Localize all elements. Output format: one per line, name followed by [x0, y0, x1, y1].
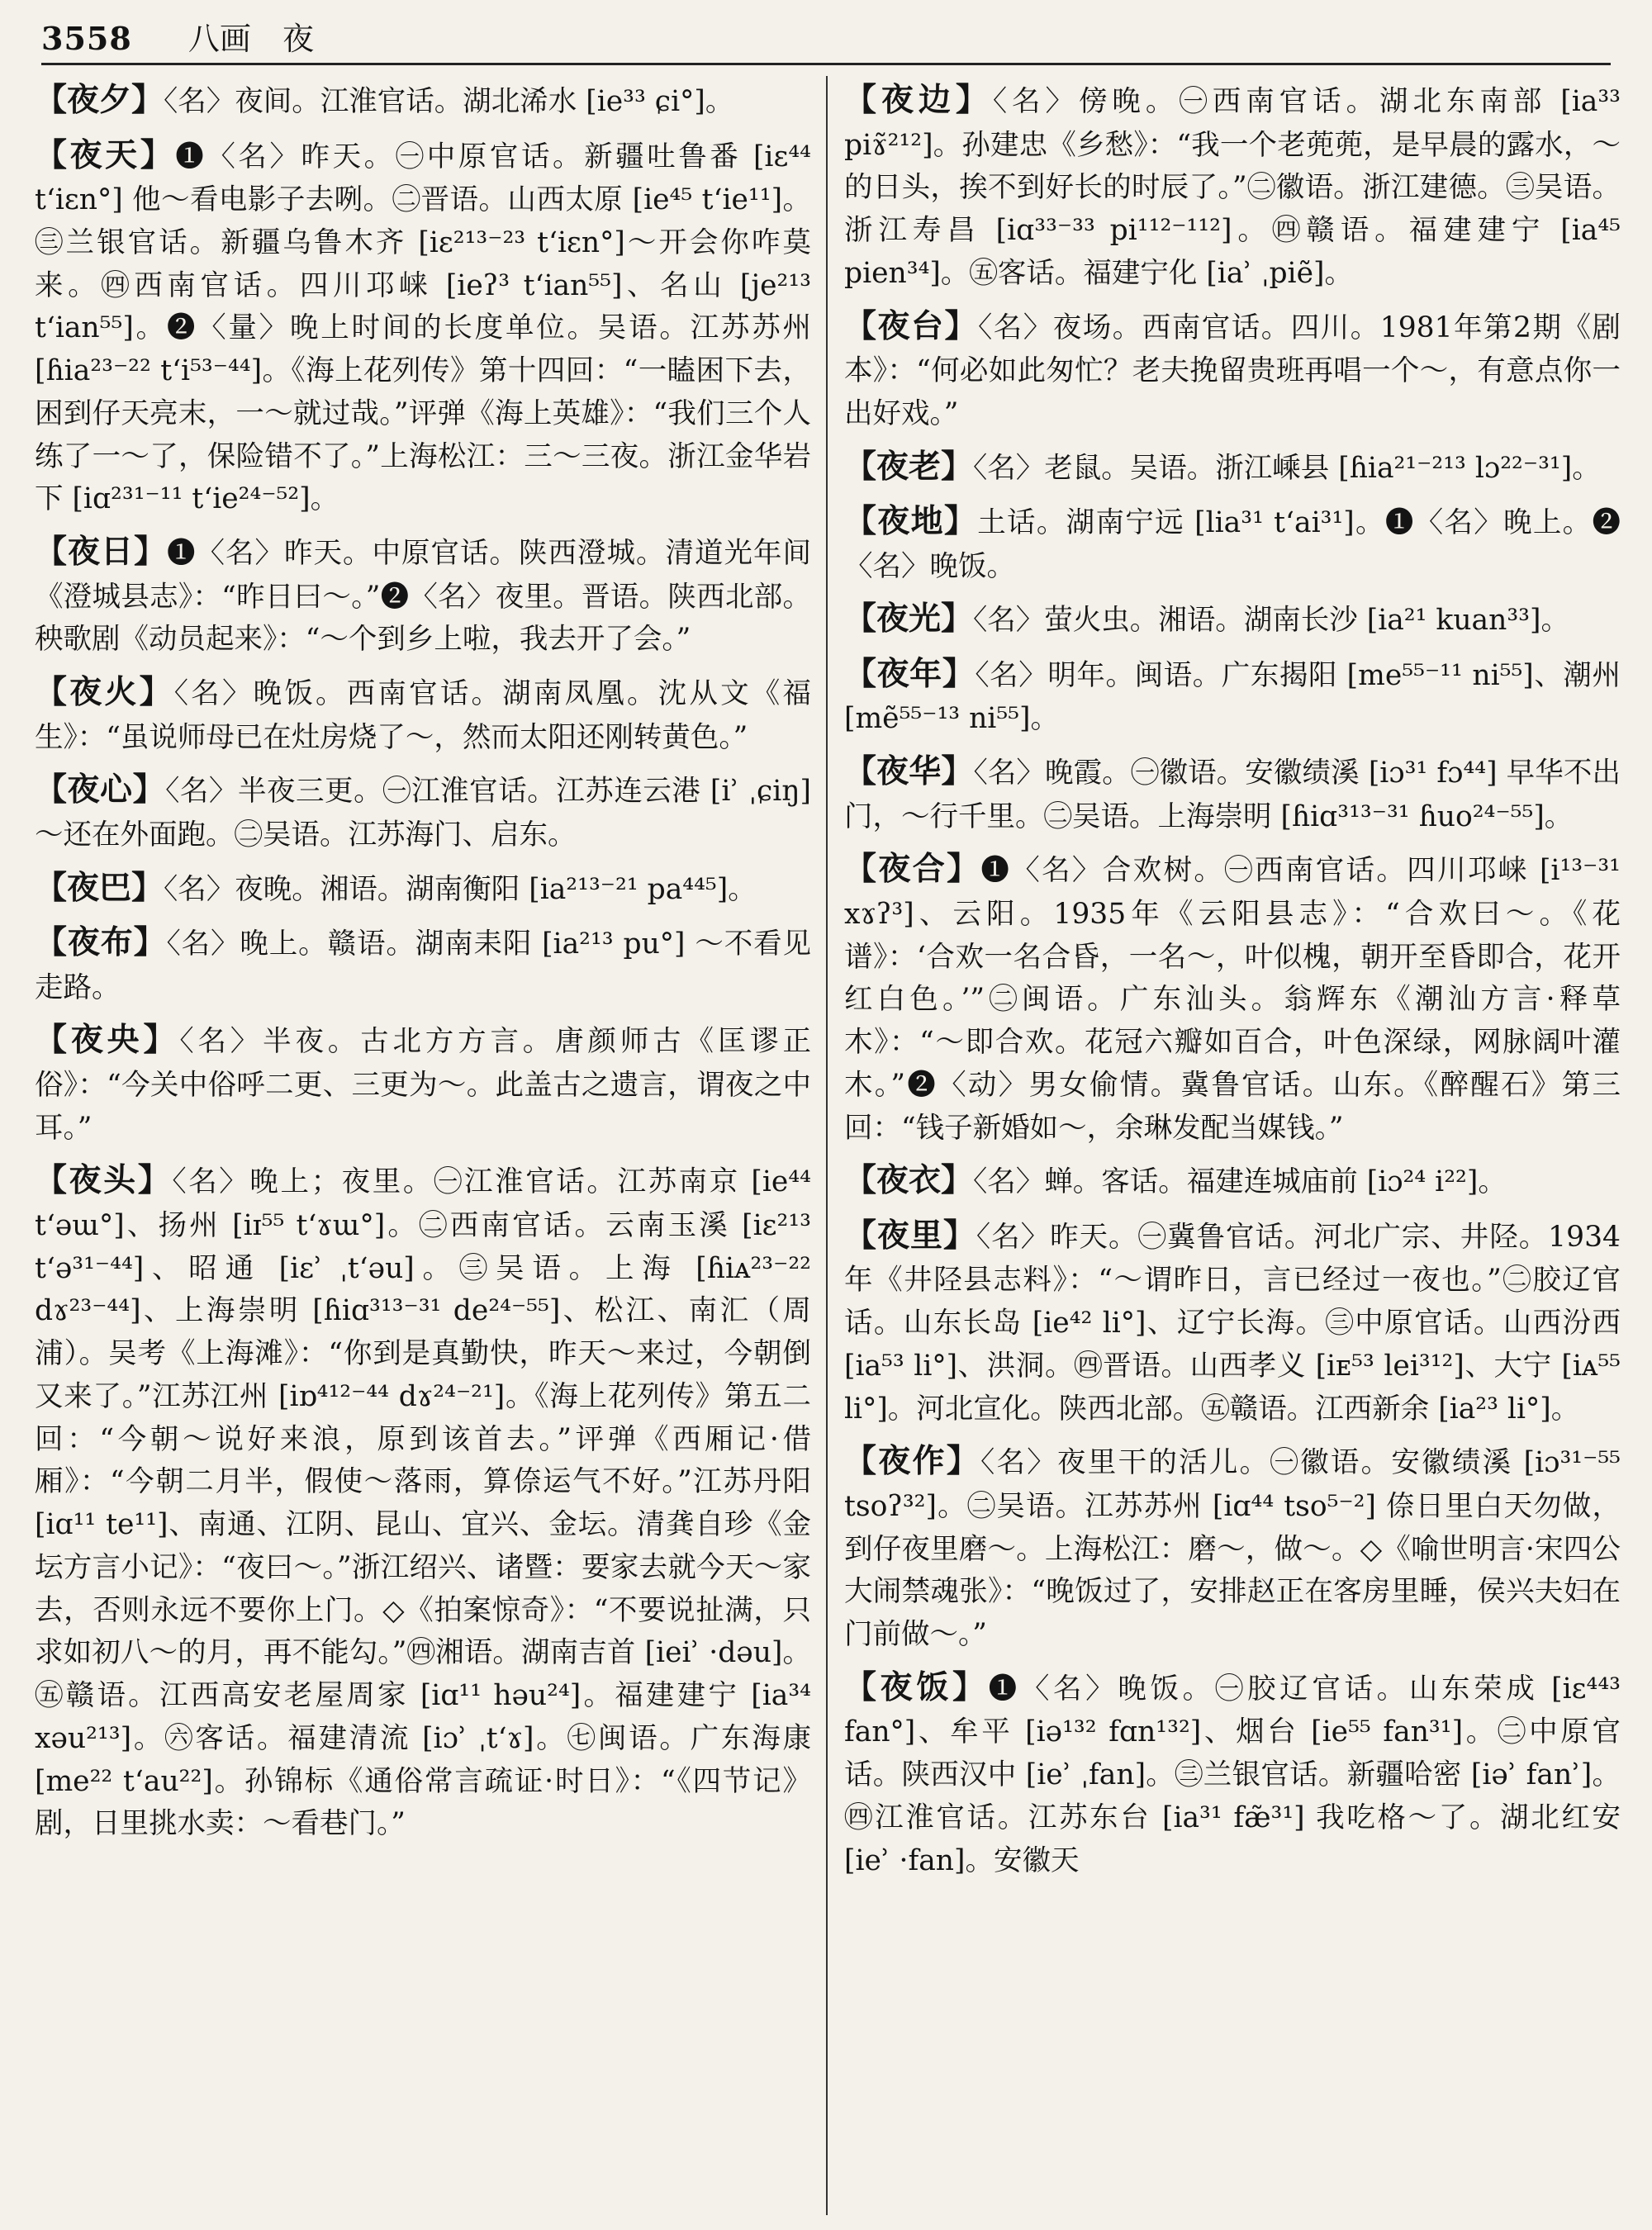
- entry-definition: 〈名〉老鼠。吴语。浙江嵊县 [ɦia²¹⁻²¹³ lɔ²²⁻³¹]。: [973, 451, 1601, 485]
- dictionary-entry: [35, 668, 811, 759]
- entry-definition: 〈名〉明年。闽语。广东揭阳 [me⁵⁵⁻¹¹ ni⁵⁵]、潮州 [mẽ⁵⁵⁻¹³ ni⁵⁵]。: [844, 658, 1621, 736]
- entry-headword: 【夜老】: [844, 447, 974, 486]
- dictionary-entry: [35, 1156, 811, 1846]
- entry-headword: 【夜年】: [844, 654, 976, 693]
- column-divider: [826, 76, 828, 2215]
- dictionary-entry: [844, 1663, 1621, 1883]
- entry-definition: 〈名〉蝉。客话。福建连城庙前 [iɔ²⁴ i²²]。: [973, 1165, 1507, 1199]
- radical-label: 八画: [188, 21, 251, 57]
- entry-definition: 〈名〉夜晚。湘语。湖南衡阳 [ia²¹³⁻²¹ pa⁴⁴⁵]。: [164, 872, 757, 906]
- entry-definition: 〈名〉晚霞。㊀徽语。安徽绩溪 [iɔ³¹ fɔ⁴⁴] 早华不出门，～行千里。㊁吴语。上海崇明 [ɦiɑ³¹³⁻³¹ ɦuo²⁴⁻⁵⁵]。: [844, 757, 1621, 833]
- dictionary-entry: [35, 1016, 811, 1150]
- entry-headword: 【夜作】: [844, 1442, 981, 1481]
- dictionary-entry: [35, 131, 811, 522]
- entry-definition: 〈名〉萤火虫。湘语。湖南长沙 [ia²¹ kuan³³]。: [973, 604, 1569, 638]
- entry-definition: 〈名〉晚上；夜里。㊀江淮官话。江苏南京 [ie⁴⁴ tʻəɯ°]、扬州 [iɪ⁵⁵ tʻɤɯ°]。㊁西南官话。云南玉溪 [iɛ²¹³ tʻə³¹⁻⁴⁴]、昭通 [iɛʾ ˌtʻəu]。㊂吴语。上海 [ɦiᴀ²³⁻²² dɤ²³⁻⁴⁴]、上海崇明 [ɦiɑ³¹³⁻³¹ de²⁴⁻⁵⁵]、松江、南汇（周浦）。吴考《上海滩》：“你到是真勤快，昨天～来过，今朝倒又来了。”江苏江州 [iɒ⁴¹²⁻⁴⁴ dɤ²⁴⁻²¹]。《海上花列传》第五二回：“今朝～说好来浪，原到该首去。”评弹《西厢记·借厢》：“今朝二月半，假使～落雨，算倷运气不好。”江苏丹阳 [iɑ¹¹ te¹¹]、南通、江阴、昆山、宜兴、金坛。清龚自珍《金坛方言小记》：“夜曰～。”浙江绍兴、诸暨：要家去就今天～家去，否则永远不要你上门。◇《拍案惊奇》：“不要说扯满，只求如初八～的月，再不能勾。”㊃湘语。湖南吉首 [ieiʾ ·dəu]。㊄赣语。江西高安老屋周家 [iɑ¹¹ həu²⁴]。福建建宁 [ia³⁴ xəu²¹³]。㊅客话。福建清流 [iɔʾ ˌtʻɤ]。㊆闽语。广东海康 [me²² tʻau²²]。孙锦标《通俗常言疏证·时日》：“《四节记》剧，日里挑水卖：～看巷门。”: [35, 1165, 811, 1841]
- dictionary-entry: [844, 76, 1621, 296]
- dictionary-entry: [844, 845, 1621, 1150]
- dictionary-entry: [844, 1212, 1621, 1431]
- entry-definition: ❶〈名〉合欢树。㊀西南官话。四川邛崃 [i¹³⁻³¹ xɤʔ³]、云阳。1935年《云阳县志》：“合欢曰～。《花谱》：‘合欢一名合昏，一名～，叶似槐，朝开至昏即合，花开红白色。’”㊁闽语。广东汕头。翁辉东《潮汕方言·释草木》：“～即合欢。花冠六瓣如百合，叶色深绿，网脉阔叶灌木。”❷〈动〉男女偷情。冀鲁官话。山东。《醉醒石》第三回：“钱子新婚如～，余琳发配当媒钱。”: [844, 854, 1621, 1145]
- entry-headword: 【夜火】: [35, 673, 174, 711]
- entry-headword: 【夜央】: [35, 1021, 180, 1060]
- dictionary-entry: [35, 766, 811, 856]
- dictionary-entry: [35, 528, 811, 662]
- entry-headword: 【夜布】: [35, 923, 167, 961]
- dictionary-entry: [844, 443, 1621, 491]
- entry-definition: 〈名〉昨天。㊀冀鲁官话。河北广宗、井陉。1934年《井陉县志料》：“～谓昨日，言已经过一夜也。”㊁胶辽官话。山东长岛 [ie⁴² li°]、辽宁长海。㊂中原官话。山西汾西 [ia⁵³ li°]、洪洞。㊃晋语。山西孝义 [iᴇ⁵³ lei³¹²]、大宁 [iᴀ⁵⁵ li°]。河北宣化。陕西北部。㊄赣语。江西新余 [ia²³ li°]。: [844, 1220, 1621, 1426]
- entry-definition: 〈名〉夜间。江淮官话。湖北浠水 [ie³³ ɕi°]。: [164, 85, 734, 118]
- entry-headword: 【夜巴】: [35, 868, 164, 907]
- dictionary-entry: [844, 1156, 1621, 1205]
- entry-definition: ❶〈名〉昨天。㊀中原官话。新疆吐鲁番 [iɛ⁴⁴ tʻiɛn°] 他～看电影子去咧。㊁晋语。山西太原 [ie⁴⁵ tʻie¹¹]。㊂兰银官话。新疆乌鲁木齐 [iɛ²¹³⁻²³ tʻiɛn°]～开会你咋莫来。㊃西南官话。四川邛崃 [ieʔ³ tʻian⁵⁵]、名山 [je²¹³ tʻian⁵⁵]。❷〈量〉晚上时间的长度单位。吴语。江苏苏州 [ɦia²³⁻²² tʻi⁵³⁻⁴⁴]。《海上花列传》第十四回：“一瞌困下去，困到仔天亮末，一～就过哉。”评弹《海上英雄》：“我们三个人练了一～了，保险错不了。”上海松江：三～三夜。浙江金华岩下 [iɑ²³¹⁻¹¹ tʻie²⁴⁻⁵²]。: [35, 140, 811, 516]
- entry-headword: 【夜饭】: [844, 1668, 989, 1706]
- dictionary-entry: [844, 595, 1621, 643]
- entry-headword: 【夜衣】: [844, 1161, 974, 1200]
- entry-headword: 【夜地】: [844, 502, 978, 540]
- dictionary-entry: [844, 302, 1621, 436]
- page-header: [41, 15, 1611, 65]
- entry-definition: ❶〈名〉晚饭。㊀胶辽官话。山东荣成 [iɛ⁴⁴³ fan°]、牟平 [iə¹³² fɑn¹³²]、烟台 [ie⁵⁵ fan³¹]。㊁中原官话。陕西汉中 [ieʾ ˌfan]。㊂兰银官话。新疆哈密 [iəʾ fanʾ]。㊃江淮官话。江苏东台 [ia³¹ fæ̃³¹] 我吃格～了。湖北红安 [ieʾ ·fan]。安徽天: [844, 1672, 1621, 1877]
- dictionary-entry: [35, 864, 811, 913]
- dictionary-entry: [844, 497, 1621, 588]
- entry-definition: 〈名〉夜场。西南官话。四川。1981年第2期《剧本》：“何必如此匆忙？老夫挽留贵班再唱一个～，有意点你一出好戏。”: [844, 311, 1621, 430]
- entry-definition: 〈名〉晚饭。西南官话。湖南凤凰。沈从文《福生》：“虽说师母已在灶房烧了～，然而太阳还刚转黄色。”: [35, 677, 811, 754]
- entry-headword: 【夜合】: [844, 850, 981, 889]
- entry-headword: 【夜台】: [844, 306, 978, 345]
- entry-definition: 〈名〉半夜三更。㊀江淮官话。江苏连云港 [iʾ ˌɕiŋ]～还在外面跑。㊁吴语。江苏海门、启东。: [35, 775, 811, 852]
- dictionary-entry: [35, 918, 811, 1009]
- header-character: 夜: [282, 21, 314, 57]
- entry-headword: 【夜夕】: [35, 81, 164, 119]
- entry-headword: 【夜光】: [844, 600, 974, 638]
- dictionary-entry: [35, 76, 811, 125]
- dictionary-entry: [844, 747, 1621, 838]
- entry-headword: 【夜天】: [35, 135, 176, 174]
- entry-definition: 〈名〉半夜。古北方方言。唐颜师古《匡谬正俗》：“今关中俗呼二更、三更为～。此盖古之遗言，谓夜之中耳。”: [35, 1025, 811, 1145]
- entry-headword: 【夜华】: [844, 752, 974, 790]
- entry-headword: 【夜头】: [35, 1161, 173, 1200]
- entry-definition: 〈名〉夜里干的活儿。㊀徽语。安徽绩溪 [iɔ³¹⁻⁵⁵ tsoʔ³²]。㊁吴语。江苏苏州 [iɑ⁴⁴ tso⁵⁻²] 倷日里白天勿做，到仔夜里磨～。上海松江：磨～，做～。◇《喻世明言·宋四公大闹禁魂张》：“晚饭过了，安排赵正在客房里睡，侯兴夫妇在门前做～。”: [844, 1446, 1621, 1651]
- entry-definition: 〈名〉傍晚。㊀西南官话。湖北东南部 [ia³³ piɤ̃²¹²]。孙建忠《乡愁》：“我一个老蔸蔸，是早晨的露水，～的日头，挨不到好长的时辰了。”㊁徽语。浙江建德。㊂吴语。浙江寿昌 [iɑ³³⁻³³ pi¹¹²⁻¹¹²]。㊃赣语。福建建宁 [ia⁴⁵ pien³⁴]。㊄客话。福建宁化 [iaʾ ˌpiẽ]。: [844, 85, 1621, 290]
- dictionary-entry: [844, 650, 1621, 741]
- right-column: [844, 76, 1621, 2215]
- entry-definition: 土话。湖南宁远 [lia³¹ tʻai³¹]。❶〈名〉晚上。❷〈名〉晚饭。: [844, 506, 1621, 583]
- entry-definition: ❶〈名〉昨天。中原官话。陕西澄城。清道光年间《澄城县志》：“昨日曰～。”❷〈名〉夜里。晋语。陕西北部。秧歌剧《动员起来》：“～个到乡上啦，我去开了会。”: [35, 537, 811, 657]
- left-column: [35, 76, 811, 2215]
- entry-headword: 【夜心】: [35, 771, 166, 809]
- page-number: 3558: [41, 20, 132, 57]
- entry-definition: 〈名〉晚上。赣语。湖南耒阳 [ia²¹³ pu°] ～不看见走路。: [35, 928, 811, 1004]
- entry-headword: 【夜边】: [844, 81, 993, 119]
- entry-headword: 【夜日】: [35, 533, 167, 571]
- entry-headword: 【夜里】: [844, 1216, 976, 1255]
- dictionary-entry: [844, 1437, 1621, 1657]
